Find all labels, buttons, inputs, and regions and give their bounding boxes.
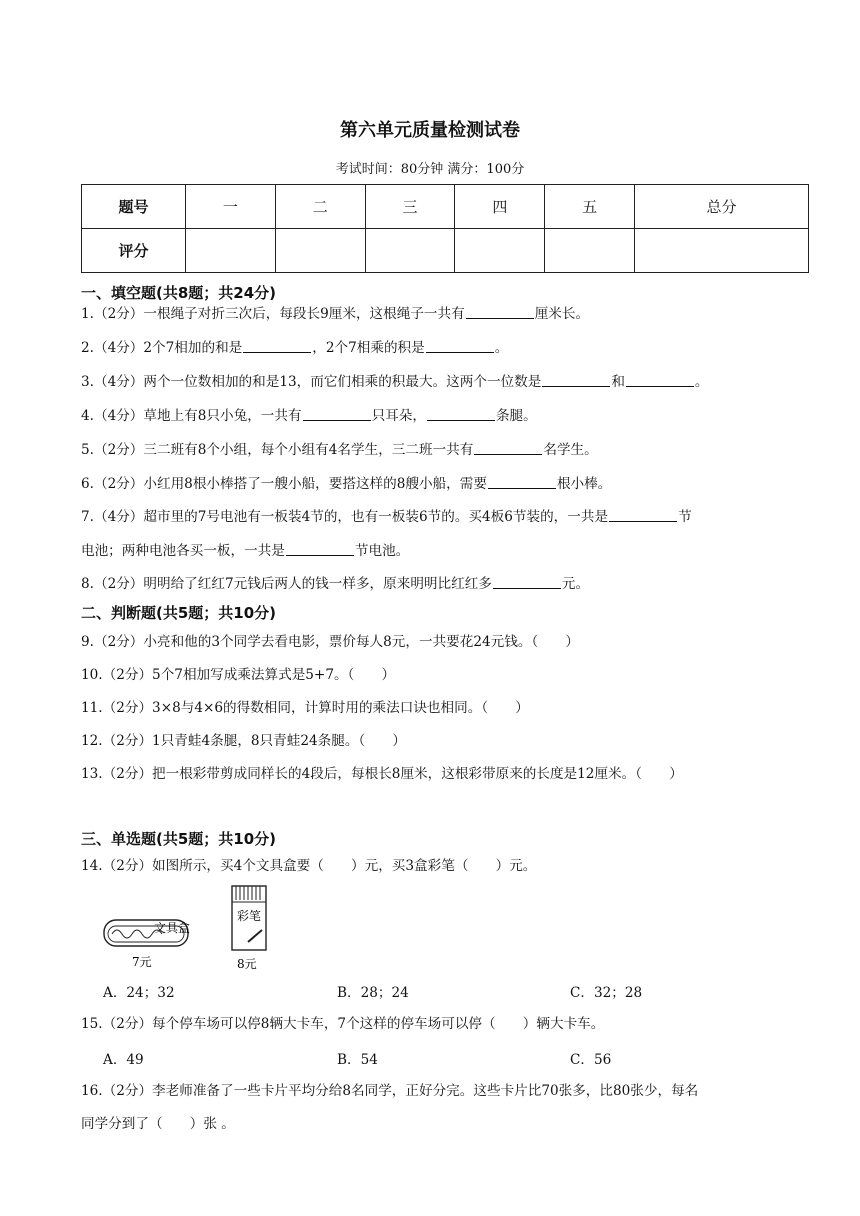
score-input-cell[interactable] bbox=[365, 229, 455, 273]
stationery-figure bbox=[98, 882, 298, 972]
answer-blank[interactable] bbox=[427, 406, 495, 421]
question-9: 9.（2分）小亮和他的3个同学去看电影，票价每人8元，一共要花24元钱。（ ） bbox=[81, 634, 580, 650]
answer-blank[interactable] bbox=[426, 338, 494, 353]
table-cell: 三 bbox=[365, 185, 455, 229]
score-table bbox=[81, 184, 809, 273]
answer-blank[interactable] bbox=[474, 440, 542, 455]
question-7-cont: 电池；两种电池各买一板，一共是 节电池。 bbox=[81, 543, 410, 559]
answer-blank[interactable] bbox=[466, 304, 534, 319]
question-14: 14.（2分）如图所示，买4个文具盒要（ ）元，买3盒彩笔（ ）元。 bbox=[81, 858, 537, 874]
answer-blank[interactable] bbox=[542, 372, 610, 387]
section-title: 二、判断题(共5题；共10分) bbox=[81, 604, 277, 622]
colored-pens-image bbox=[232, 886, 266, 971]
table-row bbox=[82, 229, 809, 273]
score-input-cell[interactable] bbox=[186, 229, 276, 273]
answer-blank[interactable] bbox=[303, 406, 371, 421]
table-cell: 二 bbox=[275, 185, 365, 229]
answer-blank[interactable] bbox=[488, 474, 556, 489]
question-13: 13.（2分）把一根彩带剪成同样长的4段后，每根长8厘米，这根彩带原来的长度是12厘米。（ ） bbox=[81, 766, 683, 782]
option-c[interactable]: C．32；28 bbox=[570, 985, 643, 1001]
table-cell: 评分 bbox=[82, 229, 186, 273]
score-input-cell[interactable] bbox=[635, 229, 809, 273]
question-11: 11.（2分）3×8与4×6的得数相同，计算时用的乘法口诀也相同。（ ） bbox=[81, 700, 529, 716]
option-b[interactable]: B．28；24 bbox=[337, 985, 409, 1001]
answer-blank[interactable] bbox=[286, 541, 354, 556]
table-cell: 一 bbox=[186, 185, 276, 229]
table-row bbox=[82, 185, 809, 229]
exam-info: 考试时间：80分钟 满分：100分 bbox=[335, 162, 525, 177]
answer-blank[interactable] bbox=[493, 574, 561, 589]
answer-blank[interactable] bbox=[609, 507, 677, 522]
section-title: 三、单选题(共5题；共10分) bbox=[81, 830, 277, 848]
question-6: 6.（2分）小红用8根小棒搭了一艘小船，要搭这样的8艘小船，需要 根小棒。 bbox=[81, 476, 612, 492]
question-3: 3.（4分）两个一位数相加的和是13，而它们相乘的积最大。这两个一位数是 和 。 bbox=[81, 374, 709, 390]
question-1: 1.（2分）一根绳子对折三次后，每段长9厘米，这根绳子一共有 厘米长。 bbox=[81, 306, 590, 322]
question-4: 4.（4分）草地上有8只小兔，一共有 只耳朵， 条腿。 bbox=[81, 408, 537, 424]
question-15: 15.（2分）每个停车场可以停8辆大卡车，7个这样的停车场可以停（ ）辆大卡车。 bbox=[81, 1016, 605, 1032]
section-title: 一、填空题(共8题；共24分) bbox=[81, 284, 277, 302]
score-input-cell[interactable] bbox=[275, 229, 365, 273]
question-12: 12.（2分）1只青蛙4条腿，8只青蛙24条腿。（ ） bbox=[81, 733, 406, 749]
table-cell: 五 bbox=[545, 185, 635, 229]
question-16: 16.（2分）李老师准备了一些卡片平均分给8名同学，正好分完。这些卡片比70张多，比80张少，每名 bbox=[81, 1083, 699, 1099]
table-cell: 四 bbox=[455, 185, 545, 229]
answer-blank[interactable] bbox=[626, 372, 694, 387]
page-title: 第六单元质量检测试卷 bbox=[340, 120, 520, 141]
table-cell: 总分 bbox=[635, 185, 809, 229]
question-5: 5.（2分）三二班有8个小组，每个小组有4名学生，三二班一共有 名学生。 bbox=[81, 442, 598, 458]
pencil-box-text: 文具盒 bbox=[154, 921, 191, 935]
option-c[interactable]: C．56 bbox=[570, 1052, 612, 1068]
answer-blank[interactable] bbox=[243, 338, 311, 353]
question-2: 2.（4分）2个7相加的和是 ，2个7相乘的积是 。 bbox=[81, 340, 509, 356]
pencil-box-price: 7元 bbox=[132, 955, 152, 969]
table-cell: 题号 bbox=[82, 185, 186, 229]
pens-price: 8元 bbox=[237, 957, 257, 971]
score-input-cell[interactable] bbox=[545, 229, 635, 273]
option-a[interactable]: A．49 bbox=[103, 1052, 144, 1068]
pencil-box-image bbox=[104, 920, 190, 969]
option-a[interactable]: A．24；32 bbox=[103, 985, 175, 1001]
question-8: 8.（2分）明明给了红红7元钱后两人的钱一样多，原来明明比红红多 元。 bbox=[81, 576, 590, 592]
score-input-cell[interactable] bbox=[455, 229, 545, 273]
question-10: 10.（2分）5个7相加写成乘法算式是5+7。（ ） bbox=[81, 667, 396, 683]
question-7: 7.（4分）超市里的7号电池有一板装4节的，也有一板装6节的。买4板6节装的，一共是 节 bbox=[81, 509, 692, 525]
pens-text: 彩笔 bbox=[237, 909, 262, 923]
option-b[interactable]: B．54 bbox=[337, 1052, 378, 1068]
question-16-cont: 同学分到了（ ）张 。 bbox=[81, 1116, 235, 1132]
